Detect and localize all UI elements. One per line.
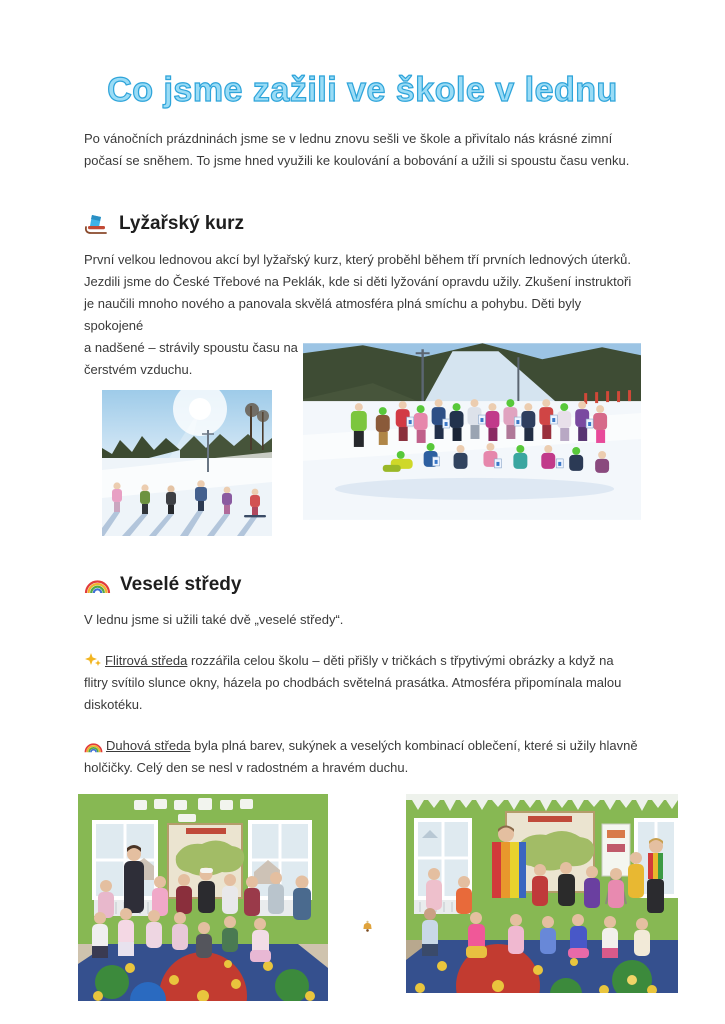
- ski-left-column: [84, 337, 303, 536]
- ski-section: [84, 212, 641, 536]
- sparkles-icon: [84, 652, 102, 668]
- rainbow-wednesday-label: Duhová středa: [106, 738, 191, 753]
- sled-icon: [84, 212, 110, 236]
- small-bell-icon: [361, 920, 374, 933]
- page-title: Co jsme zažili ve škole v lednu: [107, 71, 618, 109]
- rainbow-wednesday-paragraph: [84, 735, 641, 779]
- wednesdays-section: [84, 574, 641, 1001]
- ski-paragraph-wrap: a nadšené – strávily spoustu času na čerstvém vzduchu.: [84, 340, 298, 377]
- ski-section-title: Lyžařský kurz: [119, 213, 244, 234]
- wednesdays-section-heading: [84, 574, 641, 596]
- rainbow-wednesday-text: byla plná barev, sukýnek a veselých kombinací oblečení, které si užily hlavně holčičky. Celý den se nesl v radostném a hravém duchu.: [84, 738, 638, 775]
- ski-slope-children-photo: [102, 390, 272, 536]
- sparkle-wednesday-paragraph: [84, 650, 641, 716]
- wednesdays-intro: V lednu jsme si užili také dvě „veselé středy“.: [84, 612, 344, 627]
- ski-group-photo: [303, 343, 641, 520]
- ski-media-row: [84, 337, 641, 536]
- ski-section-heading: [84, 212, 641, 236]
- sparkle-wednesday-text: rozzářila celou školu – děti přišly v tričkách s třpytivými obrázky a když na flitry svítilo slunce okny, házela po chodbách světelná prasátka. Atmosféra připomínala malou diskotéku.: [84, 653, 622, 712]
- sparkle-wednesday-label: Flitrová středa: [105, 653, 188, 668]
- classroom-rainbow-photo: [406, 794, 678, 993]
- wednesdays-section-title: Veselé středy: [120, 574, 242, 595]
- classroom-photo-row: [78, 794, 678, 1001]
- ski-paragraph: První velkou lednovou akcí byl lyžařský kurz, který proběhl během tří prvních lednových úterků. Jezdili jsme do České Třebové na Peklák, kde si děti lyžování opravdu užily. Zkušení instruktoři je naučili mnoho nového a panovala skvělá atmosféra plná smíchu a pohybu. Děti byly spokojené: [84, 252, 632, 333]
- classroom-sparkle-photo: [78, 794, 328, 1001]
- rainbow-icon: [84, 577, 111, 594]
- intro-paragraph: Po vánočních prázdninách jsme se v lednu znovu sešli ve škole a přivítalo nás krásné zimní počasí se sněhem. To jsme hned využili ke koulování a bobování a užili si spoustu času venku.: [84, 131, 630, 168]
- rainbow-small-icon: [84, 741, 103, 753]
